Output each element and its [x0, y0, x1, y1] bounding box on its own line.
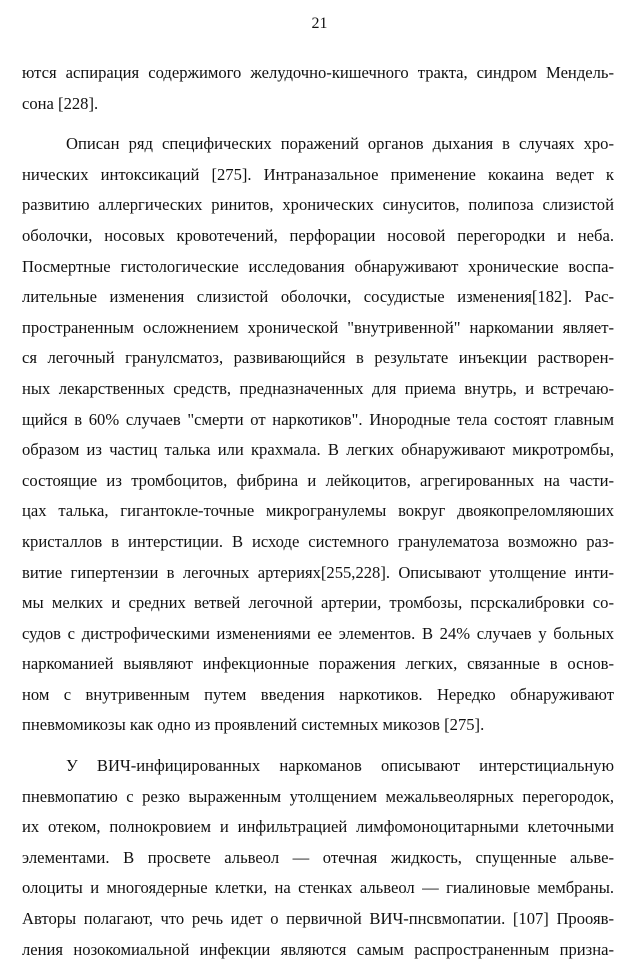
- text-line: элементами. В просвете альвеол — отечная жидкость, спущенные альве-: [22, 847, 614, 867]
- text-line: состоящие из тромбоцитов, фибрина и лейкоцитов, агрегированных на части-: [22, 470, 614, 490]
- text-line: ся легочный гранулсматоз, развивающийся в результате инъекции растворен-: [22, 348, 614, 368]
- text-line: Описан ряд специфических поражений органов дыхания в случаях хро-: [66, 134, 614, 154]
- text-line: кристаллов в интерстиции. В исходе системного гранулематоза возможно раз-: [22, 531, 614, 551]
- text-line: У ВИЧ-инфицированных наркоманов описывают интерстициальную: [66, 756, 614, 776]
- paragraph: [22, 58, 614, 119]
- text-line: сона [228].: [22, 93, 99, 113]
- text-line: ления нозокомиальной инфекции являются самым распространенным призна-: [22, 939, 614, 959]
- text-line: Посмертные гистологические исследования обнаруживают хронические воспа-: [22, 256, 614, 276]
- paragraph: [22, 751, 614, 965]
- text-line: цах талька, гигантокле-точные микрогранулемы вокруг двоякопреломляюших: [22, 501, 614, 521]
- text-line: пневмопатию с резко выраженным утолщением межальвеолярных перегородок,: [22, 786, 614, 806]
- body-text: [22, 58, 614, 965]
- text-line: оболочки, носовых кровотечений, перфорации носовой перегородки и неба.: [22, 225, 614, 245]
- text-line: ных лекарственных средств, предназначенных для приема внутрь, и встречаю-: [22, 378, 614, 398]
- text-line: мы мелких и средних ветвей легочной артерии, тромбозы, псрскалибровки со-: [22, 593, 614, 613]
- text-line: олоциты и многоядерные клетки, на стенках альвеол — гиалиновые мембраны.: [22, 878, 614, 898]
- paragraph-gap: [22, 741, 614, 751]
- paragraph: [22, 129, 614, 741]
- text-line: витие гипертензии в легочных артериях[255,228]. Описывают утолщение инти-: [22, 562, 614, 582]
- page-number: 21: [311, 15, 328, 32]
- text-line: щийся в 60% случаев "смерти от наркотиков". Инородные тела состоят главным: [22, 409, 614, 429]
- text-line: судов с дистрофическими изменениями ее элементов. В 24% случаев у больных: [22, 623, 614, 643]
- text-line: наркоманией выявляют инфекционные поражения легких, связанные в основ-: [22, 654, 614, 674]
- text-line: лительные изменения слизистой оболочки, сосудистые изменения[182]. Рас-: [22, 287, 614, 307]
- text-line: Авторы полагают, что речь идет о первичной ВИЧ-пнсвмопатии. [107] Проояв-: [22, 909, 614, 929]
- text-line: пространенным осложнением хронической "внутривенной" наркомании являет-: [22, 317, 614, 337]
- paragraph-gap: [22, 119, 614, 129]
- text-line: ном с внутривенным путем введения наркотиков. Нередко обнаруживают: [22, 684, 614, 704]
- text-line: развитию аллергических ринитов, хронических синуситов, полипоза слизистой: [22, 195, 614, 215]
- text-line: ются аспирация содержимого желудочно-кишечного тракта, синдром Мендель-: [22, 63, 614, 82]
- text-line: пневмомикозы как одно из проявлений системных микозов [275].: [22, 715, 485, 735]
- text-line: образом из частиц талька или крахмала. В легких обнаруживают микротромбы,: [22, 440, 614, 460]
- text-line: их отеком, полнокровием и инфильтрацией лимфомоноцитарными клеточными: [22, 817, 614, 837]
- text-line: нических интоксикаций [275]. Интраназальное применение кокаина ведет к: [22, 164, 614, 184]
